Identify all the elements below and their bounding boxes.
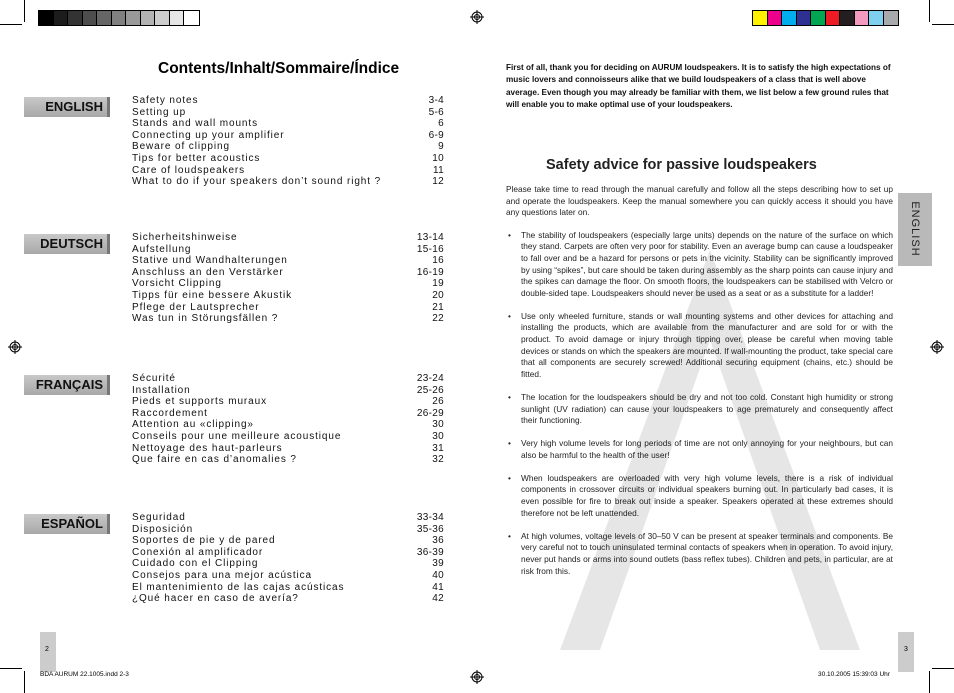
toc-entry-label: Stative und Wandhalterungen <box>132 255 288 267</box>
footer-file-name: BDA AURUM 22.1005.indd 2-3 <box>40 671 129 678</box>
contents-title: Contents/Inhalt/Sommaire/Índice <box>158 60 400 77</box>
toc-entry-page: 42 <box>432 593 444 605</box>
toc-entry-page: 11 <box>433 164 444 176</box>
toc-entry-label: Soportes de pie y de pared <box>132 535 276 547</box>
toc-entry-label: Vorsicht Clipping <box>132 278 222 290</box>
toc-entry-page: 15-16 <box>416 243 444 255</box>
toc-entry-label: Disposición <box>132 523 194 535</box>
color-swatch <box>753 11 768 25</box>
language-badge-label: ESPAÑOL <box>41 516 103 531</box>
registration-mark-icon <box>930 340 944 354</box>
toc-entry[interactable] <box>132 524 444 536</box>
color-swatch <box>797 11 812 25</box>
safety-title: Safety advice for passive loudspeakers <box>546 157 817 173</box>
toc-entry-label: What to do if your speakers don’t sound right ? <box>132 176 382 188</box>
color-swatch <box>170 11 185 25</box>
color-swatch <box>840 11 855 25</box>
color-swatch <box>155 11 170 25</box>
toc-entry-page: 26-29 <box>416 407 444 419</box>
toc-entry[interactable] <box>132 313 444 325</box>
toc-entry-label: Sécurité <box>132 373 176 384</box>
toc-entry[interactable] <box>132 512 444 524</box>
cmyk-color-bar <box>752 10 899 26</box>
toc-entry-page: 36 <box>432 535 444 547</box>
toc-entry[interactable] <box>132 570 444 582</box>
safety-intro: Please take time to read through the manual carefully and follow all the steps describing how to set up and operate the loudspeakers. Keep the manual somewhere you can quickly access it should you have any questions later on. <box>506 184 893 218</box>
toc-entry[interactable] <box>132 582 444 594</box>
toc-entry-label: Tipps für eine bessere Akustik <box>132 289 293 301</box>
toc-entry-label: Raccordement <box>132 407 208 419</box>
toc-entry-page: 16-19 <box>416 266 444 278</box>
toc-entry-page: 40 <box>432 569 444 581</box>
color-swatch <box>826 11 841 25</box>
toc-list <box>132 512 444 605</box>
toc-entry[interactable] <box>132 278 444 290</box>
crop-mark <box>929 671 930 693</box>
language-badge-label: DEUTSCH <box>40 236 103 251</box>
safety-bullet: • When loudspeakers are overloaded with very high volume levels, there is a risk of individual components in crossover circuits or individual speakers burning out. In particularly bad cases, it is even possible for fire to break out inside a speaker. Speakers operated at these extremes should therefore not be left unattended. <box>506 473 893 519</box>
toc-entry-page: 3-4 <box>428 95 444 106</box>
toc-entry-label: Installation <box>132 384 191 396</box>
toc-entry-label: Conseils pour une meilleure acoustique <box>132 430 342 442</box>
toc-entry-page: 31 <box>432 442 444 454</box>
toc-entry[interactable] <box>132 141 444 153</box>
safety-bullet: • Use only wheeled furniture, stands or wall mounting systems and other devices for attaching and installing the products, which are available from the manufacturer and are sold for or with the product. To avoid damage or injury through tipping over, please be careful when moving table devices or stands on which the speakers are mounted. If wall-mounting the product, take special care that all components are securely screwed! Additional securing equipment (chains, etc.) should be fitted. <box>506 311 893 381</box>
toc-entry-label: Cuidado con el Clipping <box>132 558 259 570</box>
toc-entry-label: Safety notes <box>132 95 199 106</box>
color-swatch <box>884 11 899 25</box>
toc-entry-label: El mantenimiento de las cajas acústicas <box>132 581 345 593</box>
toc-entry-page: 9 <box>438 141 444 153</box>
color-swatch <box>39 11 54 25</box>
toc-entry-page: 6 <box>438 118 444 130</box>
safety-bullet: • The location for the loudspeakers should be dry and not too cold. Constant high humidity or strong sunlight (UV radiation) can cause your loudspeakers to age prematurely and consequently affect their functioning. <box>506 392 893 427</box>
toc-entry-label: Seguridad <box>132 512 186 523</box>
language-side-tab <box>898 193 932 266</box>
toc-entry-page: 35-36 <box>416 523 444 535</box>
toc-entry[interactable] <box>132 443 444 455</box>
toc-entry-page: 21 <box>432 301 444 313</box>
grey-color-bar <box>38 10 200 26</box>
toc-entry-label: Pieds et supports muraux <box>132 396 267 408</box>
toc-entry[interactable] <box>132 431 444 443</box>
page-number-left: 2 <box>45 646 49 653</box>
safety-bullet: • The stability of loudspeakers (especially large units) depends on the nature of the surface on which they stand. Carpets are often very poor for stability. Even an average bump can cause a loudspeaker to fall over and be a hazard for persons or pets in the vicinity. Stability can be significantly improved by using “spikes”, but care should be taken during assembly as the sharp points can cause injury and the spikes can damage the floor. On smooth floors, the loudspeakers can be stabilised with Velcro or double-sided tape. Loudspeakers should never be used as a seat or as a substitute for a ladder! <box>506 230 893 300</box>
toc-list <box>132 373 444 466</box>
toc-list <box>132 95 444 188</box>
crop-mark <box>24 671 25 693</box>
color-swatch <box>68 11 83 25</box>
toc-entry-page: 25-26 <box>416 384 444 396</box>
toc-entry-label: Aufstellung <box>132 243 192 255</box>
crop-mark <box>932 24 954 25</box>
toc-entry[interactable] <box>132 593 444 605</box>
footer-date: 30.10.2005 15:39:03 Uhr <box>818 671 890 678</box>
intro-text: First of all, thank you for deciding on AURUM loudspeakers. It is to satisfy the high expectations of music lovers and connoisseurs alike that we build loudspeakers of a class that is well above average. Even though you may already be familiar with them, we list below a few ground rules that will enable you to make optimal use of your loudspeakers. <box>506 63 891 110</box>
crop-mark <box>24 0 25 22</box>
toc-entry-label: Stands and wall mounts <box>132 118 258 130</box>
color-swatch <box>811 11 826 25</box>
toc-entry-page: 33-34 <box>416 512 444 523</box>
toc-entry[interactable] <box>132 302 444 314</box>
toc-entry-page: 13-14 <box>416 232 444 243</box>
toc-entry[interactable] <box>132 267 444 279</box>
crop-mark <box>929 0 930 22</box>
color-swatch <box>83 11 98 25</box>
toc-entry[interactable] <box>132 130 444 142</box>
language-badge-label: ENGLISH <box>45 99 103 114</box>
toc-entry[interactable] <box>132 107 444 119</box>
toc-entry-label: Care of loudspeakers <box>132 164 246 176</box>
toc-entry[interactable] <box>132 290 444 302</box>
toc-entry-label: Attention au «clipping» <box>132 419 254 431</box>
page-number-right: 3 <box>904 646 908 653</box>
crop-mark <box>932 668 954 669</box>
toc-entry-page: 5-6 <box>428 106 444 118</box>
toc-entry-label: Conexión al amplificador <box>132 546 264 558</box>
toc-entry-label: Was tun in Störungsfällen ? <box>132 313 279 325</box>
toc-entry-page: 22 <box>432 313 444 325</box>
toc-entry-page: 6-9 <box>428 129 444 141</box>
toc-entry[interactable] <box>132 373 444 385</box>
crop-mark <box>0 668 22 669</box>
color-swatch <box>782 11 797 25</box>
color-swatch <box>141 11 156 25</box>
registration-mark-icon <box>470 670 484 684</box>
safety-bullet: • Very high volume levels for long periods of time are not only annoying for your neighbours, but can also be harmful to the health of the user! <box>506 438 893 461</box>
crop-mark <box>0 24 22 25</box>
language-badge <box>24 375 110 395</box>
color-swatch <box>184 11 199 25</box>
toc-entry-label: Sicherheitshinweise <box>132 232 238 243</box>
toc-entry-page: 23-24 <box>416 373 444 384</box>
toc-entry-page: 12 <box>432 176 444 188</box>
toc-entry-page: 10 <box>432 152 444 164</box>
toc-entry[interactable] <box>132 95 444 107</box>
toc-entry-label: Beware of clipping <box>132 141 230 153</box>
toc-entry-label: Setting up <box>132 106 187 118</box>
color-swatch <box>126 11 141 25</box>
toc-entry-label: Nettoyage des haut-parleurs <box>132 442 283 454</box>
color-swatch <box>54 11 69 25</box>
toc-entry-label: ¿Qué hacer en caso de avería? <box>132 593 299 605</box>
toc-entry[interactable] <box>132 396 444 408</box>
toc-entry-page: 32 <box>432 454 444 466</box>
toc-entry-label: Consejos para una mejor acústica <box>132 569 312 581</box>
toc-entry[interactable] <box>132 255 444 267</box>
toc-entry-page: 26 <box>432 396 444 408</box>
toc-entry-page: 36-39 <box>416 546 444 558</box>
toc-entry[interactable] <box>132 558 444 570</box>
toc-entry[interactable] <box>132 547 444 559</box>
toc-entry[interactable] <box>132 232 444 244</box>
registration-mark-icon <box>470 10 484 24</box>
toc-entry[interactable] <box>132 419 444 431</box>
language-badge <box>24 97 110 117</box>
toc-entry-page: 16 <box>432 255 444 267</box>
toc-entry-label: Que faire en cas d’anomalies ? <box>132 454 297 466</box>
color-swatch <box>97 11 112 25</box>
side-tab-label: ENGLISH <box>909 201 921 257</box>
toc-entry[interactable] <box>132 176 444 188</box>
toc-entry[interactable] <box>132 244 444 256</box>
toc-entry[interactable] <box>132 118 444 130</box>
toc-entry[interactable] <box>132 385 444 397</box>
safety-bullet-list <box>506 230 893 577</box>
language-badge <box>24 234 110 254</box>
toc-entry[interactable] <box>132 535 444 547</box>
toc-entry[interactable] <box>132 165 444 177</box>
color-swatch <box>855 11 870 25</box>
color-swatch <box>112 11 127 25</box>
language-badge <box>24 514 110 534</box>
toc-list <box>132 232 444 325</box>
toc-entry-page: 20 <box>432 289 444 301</box>
toc-entry[interactable] <box>132 408 444 420</box>
toc-entry-label: Pflege der Lautsprecher <box>132 301 260 313</box>
toc-entry-page: 19 <box>432 278 444 290</box>
language-badge-label: FRANÇAIS <box>35 377 103 392</box>
toc-entry-page: 30 <box>432 419 444 431</box>
safety-body <box>506 184 893 589</box>
registration-mark-icon <box>8 340 22 354</box>
toc-entry-label: Anschluss an den Verstärker <box>132 266 284 278</box>
toc-entry-label: Connecting up your amplifier <box>132 129 285 141</box>
toc-entry[interactable] <box>132 454 444 466</box>
toc-entry-page: 39 <box>432 558 444 570</box>
color-swatch <box>768 11 783 25</box>
toc-entry-page: 30 <box>432 430 444 442</box>
toc-entry-page: 41 <box>432 581 444 593</box>
toc-entry[interactable] <box>132 153 444 165</box>
toc-entry-label: Tips for better acoustics <box>132 152 261 164</box>
color-swatch <box>869 11 884 25</box>
safety-bullet: • At high volumes, voltage levels of 30–50 V can be present at speaker terminals and components. Be very careful not to touch uninsulated terminal contacts of speakers when in operation. To avoid injury, never put hands or arms into sound outlets (bass reflex tubes). Children and pets, in particular, are at risk from this. <box>506 531 893 577</box>
